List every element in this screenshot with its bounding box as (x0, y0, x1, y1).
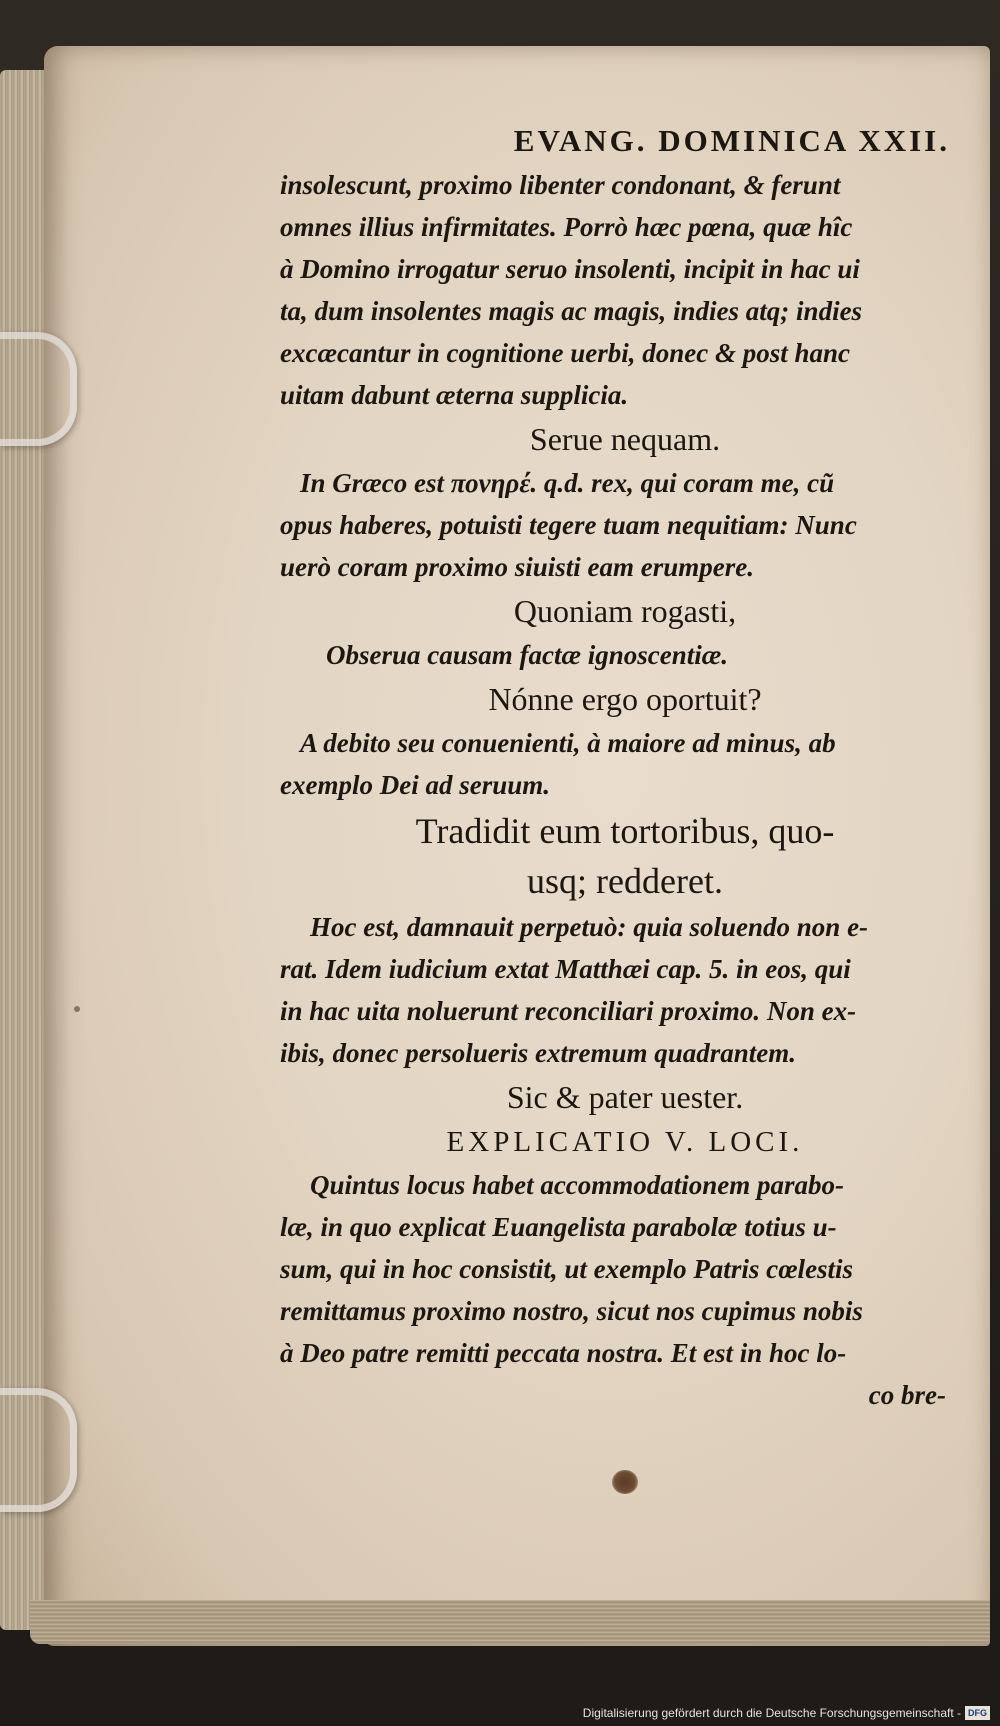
text-line: uerò coram proximo siuisti eam erumpere. (280, 552, 755, 582)
text-line: opus haberes, potuisti tegere tuam nequitiam: Nunc (280, 510, 857, 540)
footer-credit: Digitalisierung gefördert durch die Deutsche Forschungsgemeinschaft - (582, 1706, 961, 1720)
text-line: In Græco est πονηρέ. q.d. rex, qui coram me, cũ (300, 468, 835, 498)
text-line: Hoc est, damnauit perpetuò: quia soluendo non e- (310, 912, 869, 942)
text-line: læ, in quo explicat Euangelista parabolæ totius u- (280, 1212, 837, 1242)
catchword: co bre- (868, 1380, 946, 1410)
text-line: à Domino irrogatur seruo insolenti, incipit in hac ui (280, 254, 860, 284)
page-bottom-edge (30, 1600, 990, 1644)
text-line: à Deo patre remitti peccata nostra. Et est in hoc lo- (280, 1338, 847, 1368)
digitization-footer (583, 1704, 990, 1722)
lemma-heading: usq; redderet. (527, 861, 723, 901)
text-line: Quintus locus habet accommodationem parabo- (310, 1170, 845, 1200)
text-line: omnes illius infirmitates. Porrò hæc pœna, quæ hîc (280, 212, 853, 242)
lemma-heading: Nónne ergo oportuit? (488, 681, 762, 717)
text-line: ibis, donec persolueris extremum quadrantem. (280, 1038, 797, 1068)
text-line: ta, dum insolentes magis ac magis, indies atq; indies (280, 296, 863, 326)
dfg-logo: DFG (965, 1706, 990, 1720)
lemma-heading: Quoniam rogasti, (513, 593, 737, 629)
text-block (280, 118, 970, 1416)
ink-dot (74, 1006, 80, 1012)
page-clip-lower (0, 1388, 77, 1512)
text-line: excæcantur in cognitione uerbi, donec & post hanc (280, 338, 851, 368)
text-line: A debito seu conuenienti, à maiore ad minus, ab (300, 728, 836, 758)
text-line: exemplo Dei ad seruum. (280, 770, 550, 800)
lemma-heading: Serue nequam. (529, 421, 721, 457)
running-head: EVANG. DOMINICA XXII. (513, 123, 950, 158)
text-line: sum, qui in hoc consistit, ut exemplo Patris cœlestis (280, 1254, 854, 1284)
lemma-heading: Sic & pater uester. (506, 1079, 744, 1115)
section-heading: EXPLICATIO V. LOCI. (446, 1126, 804, 1158)
page-clip-upper (0, 332, 77, 446)
text-line: insolescunt, proximo libenter condonant, & ferunt (280, 170, 841, 200)
text-line: remittamus proximo nostro, sicut nos cupimus nobis (280, 1296, 863, 1326)
text-line: Obserua causam factæ ignoscentiæ. (326, 640, 729, 670)
text-line: rat. Idem iudicium extat Matthæi cap. 5. in eos, qui (280, 954, 851, 984)
ink-stain (612, 1470, 638, 1494)
text-line: in hac uita noluerunt reconciliari proximo. Non ex- (280, 996, 857, 1026)
text-line: uitam dabunt æterna supplicia. (280, 380, 629, 410)
lemma-heading: Tradidit eum tortoribus, quo- (415, 811, 835, 851)
